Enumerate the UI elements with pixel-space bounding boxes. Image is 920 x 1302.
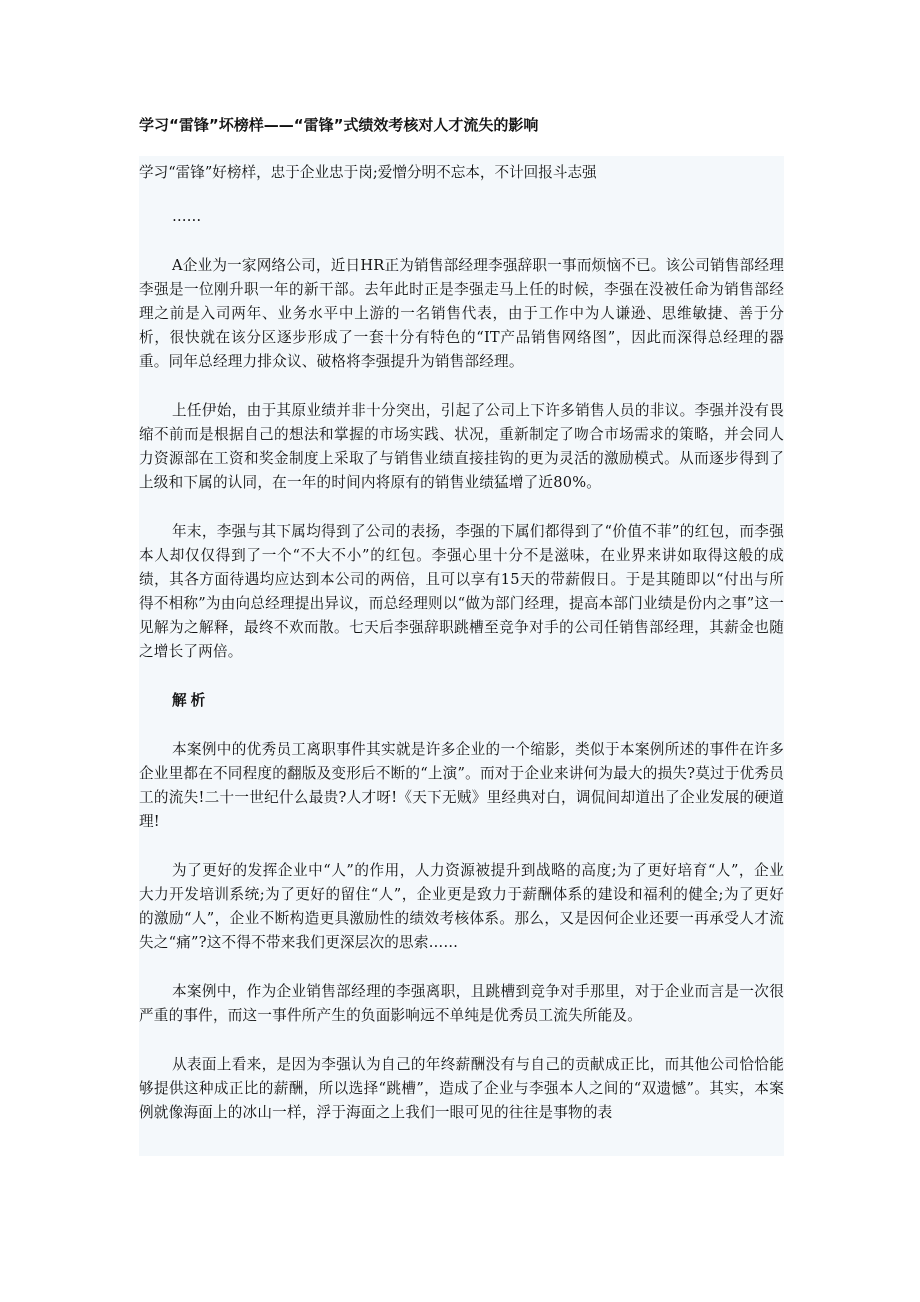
article-subtitle: 学习“雷锋”好榜样，忠于企业忠于岗;爱憎分明不忘本，不计回报斗志强: [139, 164, 597, 181]
paragraph-analysis-1: 本案例中的优秀员工离职事件其实就是许多企业的一个缩影，类似于本案例所述的事件在许多企业里都在不同程度的翻版及变形后不断的“上演”。而对于企业来讲何为最大的损失?莫过于优秀员工的流失!二十一世纪什么最贵?人才呀!《天下无贼》里经典对白，调侃间却道出了企业发展的硬道理!: [139, 741, 784, 830]
paragraph-analysis-4: 从表面上看来，是因为李强认为自己的年终薪酬没有与自己的贡献成正比，而其他公司恰恰能够提供这种成正比的薪酬，所以选择“跳槽”，造成了企业与李强本人之间的“双遗憾”。其实，本案例就像海面上的冰山一样，浮于海面之上我们一眼可见的往往是事物的表: [139, 1056, 784, 1121]
paragraph-analysis-3: 本案例中，作为企业销售部经理的李强离职，且跳槽到竞争对手那里，对于企业而言是一次很严重的事件，而这一事件所产生的负面影响远不单纯是优秀员工流失所能及。: [139, 983, 784, 1024]
document-title: 学习“雷锋”坏榜样——“雷锋”式绩效考核对人才流失的影响: [139, 116, 539, 134]
ellipsis-line: ……: [172, 208, 202, 225]
paragraph-case-strategy: 上任伊始，由于其原业绩并非十分突出，引起了公司上下许多销售人员的非议。李强并没有畏缩不前而是根据自己的想法和掌握的市场实践、状况，重新制定了吻合市场需求的策略，并会同人力资源部在工资和奖金制度上采取了与销售业绩直接挂钩的更为灵活的激励模式。从而逐步得到了上级和下属的认同，在一年的时间内将原有的销售业绩猛增了近80%。: [139, 402, 784, 491]
article-body: [139, 156, 784, 1156]
paragraph-analysis-2: 为了更好的发挥企业中“人”的作用，人力资源被提升到战略的高度;为了更好培育“人”，企业大力开发培训系统;为了更好的留住“人”，企业更是致力于薪酬体系的建设和福利的健全;为了更好的激励“人”，企业不断构造更具激励性的绩效考核体系。那么，又是因何企业还要一再承受人才流失之“痛”?这不得不带来我们更深层次的思索……: [139, 862, 784, 951]
analysis-heading: 解析: [172, 692, 210, 709]
paragraph-case-resignation: 年末，李强与其下属均得到了公司的表扬，李强的下属们都得到了“价值不菲”的红包，而李强本人却仅仅得到了一个“不大不小”的红包。李强心里十分不是滋味，在业界来讲如取得这般的成绩，其各方面待遇均应达到本公司的两倍，且可以享有15天的带薪假日。于是其随即以“付出与所得不相称”为由向总经理提出异议，而总经理则以“做为部门经理，提高本部门业绩是份内之事”这一见解为之解释，最终不欢而散。七天后李强辞职跳槽至竞争对手的公司任销售部经理，其薪金也随之增长了两倍。: [139, 523, 784, 660]
paragraph-case-intro: A企业为一家网络公司，近日HR正为销售部经理李强辞职一事而烦恼不已。该公司销售部经理李强是一位刚升职一年的新干部。去年此时正是李强走马上任的时候，李强在没被任命为销售部经理之前是入司两年、业务水平中上游的一名销售代表，由于工作中为人谦逊、思维敏捷、善于分析，很快就在该分区逐步形成了一套十分有特色的“IT产品销售网络图”，因此而深得总经理的器重。同年总经理力排众议、破格将李强提升为销售部经理。: [139, 257, 784, 370]
